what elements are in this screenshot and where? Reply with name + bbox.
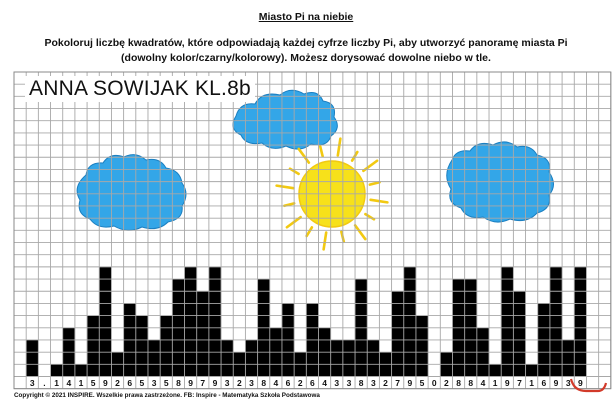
building-cell — [489, 364, 501, 376]
building-cell — [258, 328, 270, 340]
building-cell — [392, 303, 404, 315]
sun-ray — [370, 182, 380, 184]
building-cell — [392, 291, 404, 303]
building-cell — [550, 328, 562, 340]
pi-digit-label: . — [43, 378, 46, 389]
building-cell — [452, 303, 464, 315]
building-cell — [392, 340, 404, 352]
building-cell — [258, 279, 270, 291]
pi-digit-label: 5 — [163, 378, 169, 389]
pi-digit-label: 3 — [565, 378, 571, 389]
building-cell — [501, 303, 513, 315]
building-cell — [319, 328, 331, 340]
building-cell — [306, 352, 318, 364]
sun-ray — [338, 139, 341, 156]
building-cell — [87, 328, 99, 340]
building-cell — [197, 316, 209, 328]
building-cell — [513, 291, 525, 303]
building-cell — [99, 267, 111, 279]
building-cell — [111, 352, 123, 364]
building-cell — [148, 340, 160, 352]
building-cell — [136, 316, 148, 328]
building-cell — [538, 364, 550, 376]
pi-digit-label: 9 — [407, 378, 413, 389]
building-cell — [160, 328, 172, 340]
building-cell — [379, 352, 391, 364]
building-cell — [209, 352, 221, 364]
pi-digit-label: 1 — [54, 378, 59, 389]
cloud-1 — [77, 155, 186, 231]
building-cell — [306, 316, 318, 328]
pi-digit-label: 8 — [358, 378, 364, 389]
sun-ray — [299, 149, 309, 163]
building-cell — [355, 352, 367, 364]
building-cell — [172, 364, 184, 376]
sun-ray — [277, 186, 294, 189]
instruction-line-1: Pokoloruj liczbę kwadratów, które odpowiadają każdej cyfrze liczby Pi, aby utworzyć panoramę miasta Pi — [44, 37, 568, 49]
building-cell — [355, 291, 367, 303]
building-cell — [574, 267, 586, 279]
building-cell — [221, 352, 233, 364]
building-cell — [136, 340, 148, 352]
building-cell — [99, 291, 111, 303]
building-cell — [477, 328, 489, 340]
building-cell — [513, 364, 525, 376]
building-cell — [331, 364, 343, 376]
worksheet-title: Miasto Pi na niebie — [258, 11, 354, 23]
building-cell — [124, 303, 136, 315]
author-name: ANNA SOWIJAK KL.8b — [25, 76, 255, 102]
building-cell — [574, 303, 586, 315]
sun-ray — [284, 203, 294, 205]
building-cell — [404, 267, 416, 279]
building-cell — [26, 340, 38, 352]
building-cell — [538, 340, 550, 352]
building-cell — [355, 364, 367, 376]
pi-digit-label: 4 — [273, 378, 279, 389]
building-cell — [172, 303, 184, 315]
building-cell — [306, 364, 318, 376]
pi-digit-label: 8 — [456, 378, 461, 389]
building-cell — [331, 352, 343, 364]
building-cell — [282, 352, 294, 364]
building-cell — [550, 364, 562, 376]
building-cell — [574, 291, 586, 303]
copyright-footer: Copyright © 2021 INSPIRE. Wszelkie prawa zastrzeżone. FB: Inspire - Matematyka Szkoła Podstawowa — [14, 392, 320, 399]
building-cell — [392, 316, 404, 328]
building-cell — [526, 364, 538, 376]
building-cell — [513, 328, 525, 340]
building-cell — [197, 303, 209, 315]
instruction-line-2: (dowolny kolor/czarny/kolorowy). Możesz dorysować dowolne niebo w tle. — [121, 52, 491, 64]
building-cell — [550, 291, 562, 303]
building-cell — [160, 340, 172, 352]
building-cell — [63, 328, 75, 340]
building-cell — [367, 340, 379, 352]
building-cell — [185, 364, 197, 376]
building-cell — [513, 352, 525, 364]
building-cell — [209, 364, 221, 376]
building-cell — [99, 316, 111, 328]
pi-digit-label: 3 — [151, 378, 157, 389]
building-cell — [294, 352, 306, 364]
building-cell — [550, 267, 562, 279]
building-cell — [172, 352, 184, 364]
building-cell — [87, 340, 99, 352]
building-cell — [501, 340, 513, 352]
building-cell — [87, 316, 99, 328]
building-cell — [404, 303, 416, 315]
building-cell — [99, 303, 111, 315]
building-cell — [465, 328, 477, 340]
building-cell — [136, 352, 148, 364]
building-cell — [404, 340, 416, 352]
building-cell — [209, 279, 221, 291]
building-cell — [355, 316, 367, 328]
building-cell — [404, 328, 416, 340]
building-cell — [562, 340, 574, 352]
building-cell — [440, 364, 452, 376]
building-cell — [465, 279, 477, 291]
building-cell — [124, 316, 136, 328]
building-cell — [197, 364, 209, 376]
building-cell — [258, 340, 270, 352]
pi-digit-label: 3 — [346, 378, 352, 389]
building-cell — [367, 364, 379, 376]
building-cell — [574, 328, 586, 340]
building-cell — [197, 340, 209, 352]
building-cell — [270, 352, 282, 364]
building-cell — [197, 291, 209, 303]
building-cell — [379, 364, 391, 376]
building-cell — [452, 291, 464, 303]
pi-digit-label: 3 — [249, 378, 254, 389]
building-cell — [185, 316, 197, 328]
building-cell — [416, 316, 428, 328]
sun-ray — [320, 146, 322, 156]
building-cell — [452, 364, 464, 376]
building-cell — [258, 291, 270, 303]
pi-digit-label: 3 — [334, 378, 340, 389]
building-cell — [209, 316, 221, 328]
building-cell — [148, 364, 160, 376]
pi-digit-label: 6 — [310, 378, 315, 389]
building-cell — [416, 340, 428, 352]
building-cell — [574, 352, 586, 364]
building-cell — [452, 316, 464, 328]
building-cell — [538, 316, 550, 328]
building-cell — [343, 340, 355, 352]
building-cell — [550, 303, 562, 315]
building-cell — [148, 352, 160, 364]
building-cell — [99, 340, 111, 352]
building-cell — [270, 364, 282, 376]
building-cell — [574, 364, 586, 376]
pi-digit-label: 7 — [395, 378, 401, 389]
sun-ray — [324, 233, 327, 250]
building-cell — [87, 352, 99, 364]
building-cell — [221, 364, 233, 376]
pi-digit-label: 3 — [29, 378, 35, 389]
building-cell — [574, 279, 586, 291]
building-cell — [452, 352, 464, 364]
building-cell — [550, 316, 562, 328]
pi-digit-label: 9 — [504, 378, 510, 389]
pi-digit-label: 2 — [444, 378, 449, 389]
building-cell — [416, 328, 428, 340]
building-cell — [452, 279, 464, 291]
building-cell — [124, 340, 136, 352]
building-cell — [185, 328, 197, 340]
building-cell — [392, 328, 404, 340]
building-cell — [465, 316, 477, 328]
building-cell — [306, 303, 318, 315]
building-cell — [209, 340, 221, 352]
pi-digit-label: 6 — [127, 378, 133, 389]
building-cell — [538, 352, 550, 364]
building-cell — [245, 340, 257, 352]
pi-digit-label: 5 — [419, 378, 425, 389]
building-cell — [282, 303, 294, 315]
building-cell — [440, 352, 452, 364]
building-cell — [465, 364, 477, 376]
building-cell — [562, 352, 574, 364]
building-cell — [404, 291, 416, 303]
pi-digit-label: 8 — [468, 378, 474, 389]
pi-digit-label: 2 — [383, 378, 388, 389]
pi-digit-label: 3 — [224, 378, 230, 389]
building-cell — [99, 364, 111, 376]
building-cell — [160, 364, 172, 376]
building-cell — [355, 303, 367, 315]
building-cell — [501, 364, 513, 376]
pi-digit-label: 9 — [188, 378, 193, 389]
building-cell — [282, 328, 294, 340]
building-cell — [355, 340, 367, 352]
building-cell — [367, 352, 379, 364]
building-cell — [477, 340, 489, 352]
building-cell — [26, 352, 38, 364]
building-cell — [172, 316, 184, 328]
pi-digit-label: 5 — [139, 378, 145, 389]
building-cell — [63, 340, 75, 352]
sun-ray — [355, 225, 365, 239]
building-cell — [355, 279, 367, 291]
building-cell — [245, 352, 257, 364]
building-cell — [501, 352, 513, 364]
building-cell — [538, 303, 550, 315]
building-cell — [331, 340, 343, 352]
building-cell — [87, 364, 99, 376]
building-cell — [501, 291, 513, 303]
building-cell — [513, 316, 525, 328]
building-cell — [513, 340, 525, 352]
building-cell — [562, 364, 574, 376]
building-cell — [465, 303, 477, 315]
building-cell — [209, 303, 221, 315]
corner-scribble-icon — [571, 379, 606, 391]
pi-digit-label: 1 — [529, 378, 535, 389]
pi-digit-label: 1 — [78, 378, 84, 389]
pi-digit-label: 4 — [480, 378, 486, 389]
building-cell — [111, 364, 123, 376]
building-cell — [270, 328, 282, 340]
building-cell — [99, 279, 111, 291]
building-cell — [63, 364, 75, 376]
building-cell — [185, 340, 197, 352]
building-cell — [452, 340, 464, 352]
building-cell — [477, 352, 489, 364]
building-cell — [416, 352, 428, 364]
pi-digit-label: 0 — [431, 378, 437, 389]
building-cell — [209, 328, 221, 340]
building-cell — [404, 316, 416, 328]
building-cell — [51, 364, 63, 376]
building-cell — [282, 316, 294, 328]
building-cell — [550, 352, 562, 364]
pi-digit-label: 1 — [492, 378, 498, 389]
building-cell — [258, 303, 270, 315]
pi-digit-label: 2 — [297, 378, 303, 389]
building-cell — [574, 316, 586, 328]
building-cell — [513, 303, 525, 315]
building-cell — [185, 352, 197, 364]
pi-digit-label: 9 — [578, 378, 583, 389]
building-cell — [233, 364, 245, 376]
building-cell — [197, 328, 209, 340]
sun-ray — [307, 227, 312, 236]
pi-digit-label: 5 — [90, 378, 96, 389]
building-cell — [124, 328, 136, 340]
building-cell — [465, 352, 477, 364]
building-cell — [245, 364, 257, 376]
building-cell — [124, 364, 136, 376]
building-cell — [99, 352, 111, 364]
building-cell — [160, 316, 172, 328]
pi-digit-label: 6 — [285, 378, 291, 389]
building-cell — [99, 328, 111, 340]
pi-digit-label: 8 — [176, 378, 181, 389]
building-cell — [172, 291, 184, 303]
building-cell — [574, 340, 586, 352]
building-cell — [282, 340, 294, 352]
pi-digit-label: 9 — [212, 378, 218, 389]
building-cell — [319, 364, 331, 376]
building-cell — [501, 316, 513, 328]
building-cell — [124, 352, 136, 364]
building-cell — [465, 340, 477, 352]
pi-digit-label: 9 — [102, 378, 108, 389]
building-cell — [404, 364, 416, 376]
building-cell — [392, 364, 404, 376]
building-cell — [501, 267, 513, 279]
pi-digit-label: 8 — [261, 378, 267, 389]
building-cell — [404, 352, 416, 364]
building-cell — [172, 328, 184, 340]
building-cell — [258, 316, 270, 328]
building-cell — [136, 328, 148, 340]
building-cell — [209, 267, 221, 279]
building-cell — [185, 279, 197, 291]
building-cell — [501, 328, 513, 340]
building-cell — [416, 364, 428, 376]
building-cell — [306, 328, 318, 340]
building-cell — [75, 364, 87, 376]
building-cell — [185, 303, 197, 315]
building-cell — [343, 364, 355, 376]
building-cell — [550, 340, 562, 352]
building-cell — [221, 340, 233, 352]
building-cell — [501, 279, 513, 291]
building-cell — [319, 340, 331, 352]
building-cell — [209, 291, 221, 303]
building-cell — [233, 352, 245, 364]
building-cell — [355, 328, 367, 340]
pi-digit-label: 2 — [236, 378, 242, 389]
building-cell — [294, 364, 306, 376]
building-cell — [172, 340, 184, 352]
pi-digit-label: 7 — [200, 378, 206, 389]
building-cell — [270, 340, 282, 352]
building-cell — [306, 340, 318, 352]
building-cell — [160, 352, 172, 364]
building-cell — [172, 279, 184, 291]
building-cell — [550, 279, 562, 291]
building-cell — [185, 267, 197, 279]
building-cell — [258, 352, 270, 364]
pi-digit-label: 4 — [322, 378, 327, 389]
building-cell — [343, 352, 355, 364]
building-cell — [26, 364, 38, 376]
pi-digit-label: 7 — [517, 378, 522, 389]
pi-digit-label: 6 — [541, 378, 547, 389]
building-cell — [136, 364, 148, 376]
building-cell — [258, 364, 270, 376]
pi-digit-label: 4 — [66, 378, 72, 389]
building-cell — [319, 352, 331, 364]
building-cell — [452, 328, 464, 340]
pi-digit-label: 3 — [370, 378, 376, 389]
building-cell — [63, 352, 75, 364]
building-cell — [392, 352, 404, 364]
building-cell — [465, 291, 477, 303]
building-cell — [477, 364, 489, 376]
building-cell — [185, 291, 197, 303]
building-cell — [404, 279, 416, 291]
building-cell — [197, 352, 209, 364]
pi-digit-label: 9 — [553, 378, 559, 389]
building-cell — [538, 328, 550, 340]
building-cell — [282, 364, 294, 376]
pi-digit-label: 2 — [115, 378, 120, 389]
